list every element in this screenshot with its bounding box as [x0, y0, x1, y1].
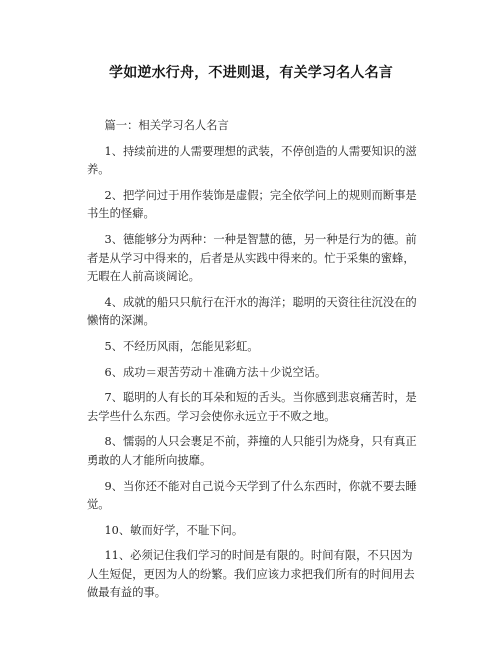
- document-body: [87, 117, 417, 610]
- quote-paragraph: 8、懦弱的人只会裹足不前，莽撞的人只能引为烧身，只有真正勇敢的人才能所向披靡。: [87, 435, 417, 467]
- quote-paragraph: 2、把学问过于用作装饰是虚假；完全依学问上的规则而断事是书生的怪癖。: [87, 188, 417, 221]
- quote-paragraph: 5、不经历风雨，怎能见彩虹。: [104, 339, 259, 353]
- section-heading: 篇一：相关学习名人名言: [104, 119, 229, 132]
- quote-paragraph: 9、当你还不能对自己说今天学到了什么东西时，你就不要去睡觉。: [87, 479, 417, 512]
- quote-paragraph: 10、敏而好学，不耻下问。: [104, 523, 244, 537]
- document-title: 学如逆水行舟，不进则退，有关学习名人名言: [109, 65, 393, 81]
- quote-paragraph: 4、成就的船只只航行在汗水的海洋；聪明的天资往往沉没在的懒惰的深渊。: [87, 295, 417, 328]
- quote-paragraph: 7、聪明的人有长的耳朵和短的舌头。当你感到悲哀痛苦时，是去学些什么东西。学习会使你永远立于不败之地。: [87, 391, 417, 423]
- quote-paragraph: 1、持续前进的人需要理想的武装，不停创造的人需要知识的滋养。: [87, 144, 417, 177]
- quote-paragraph: 3、德能够分为两种：一种是智慧的德，另一种是行为的德。前者是从学习中得来的，后者是从实践中得来的。忙于采集的蜜蜂，无暇在人前高谈阔论。: [87, 232, 417, 284]
- quote-paragraph: 6、成功＝艰苦劳动＋准确方法＋少说空话。: [104, 365, 327, 379]
- quote-paragraph: 11、必须记住我们学习的时间是有限的。时间有限，不只因为人生短促，更因为人的纷繁。我们应该力求把我们所有的时间用去做最有益的事。: [87, 549, 415, 600]
